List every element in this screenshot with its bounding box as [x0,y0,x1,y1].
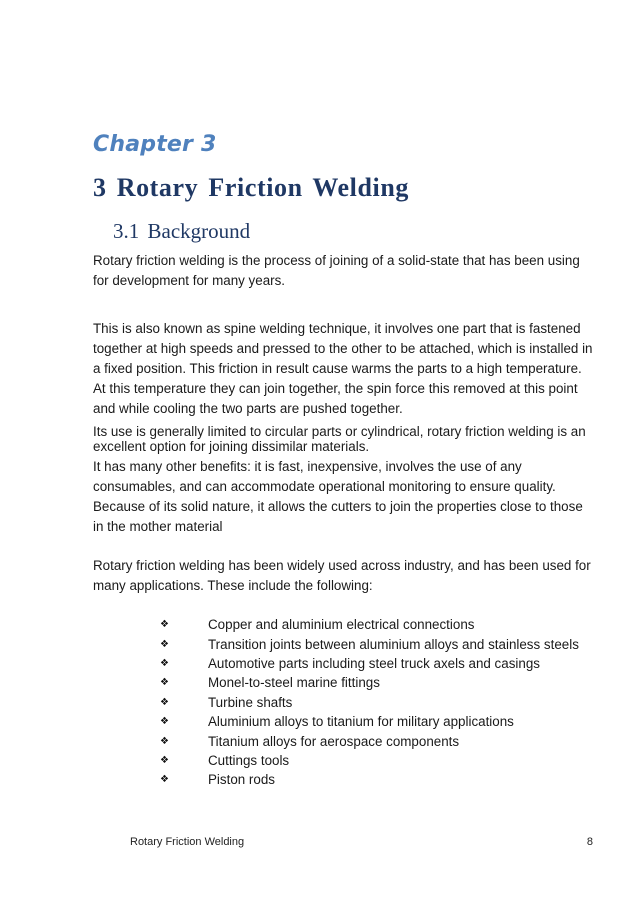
diamond-bullet-icon: ❖ [160,657,169,669]
diamond-bullet-icon: ❖ [160,716,169,728]
list-item-text: Turbine shafts [208,694,293,710]
diamond-bullet-icon: ❖ [160,696,169,708]
list-item [160,751,579,770]
paragraph-applications-intro: Rotary friction welding has been widely used across industry, and has been used for many applications. These include the following: [93,558,591,593]
footer-title: Rotary Friction Welding [130,836,245,848]
chapter-title: 3 Rotary Friction Welding [93,173,410,202]
list-item [160,673,579,692]
paragraph-benefits: It has many other benefits: it is fast, inexpensive, involves the use of any consumables, and can accommodate operational monitoring to ensure quality. Because of its solid nature, it allows the cutters to join the properties close to those in the mother material [93,459,583,534]
paragraph-technique: This is also known as spine welding technique, it involves one part that is fastened together at high speeds and pressed to the other to be attached, which is installed in a fixed position. This friction in result cause warms the parts to a high temperature. At this temperature they can join together, the spin force this removed at this point and while cooling the two parts are pushed together. [93,321,593,416]
diamond-bullet-icon: ❖ [160,774,169,786]
list-item-text: Monel-to-steel marine fittings [208,675,380,691]
diamond-bullet-icon: ❖ [160,754,169,766]
applications-list [160,615,579,790]
list-item [160,731,579,750]
list-item-text: Transition joints between aluminium alloys and stainless steels [208,636,579,652]
diamond-bullet-icon: ❖ [160,638,169,650]
list-item [160,634,579,653]
list-item-text: Copper and aluminium electrical connections [208,617,475,633]
diamond-bullet-icon: ❖ [160,735,169,747]
list-item [160,654,579,673]
list-item-text: Piston rods [208,772,275,788]
list-item [160,693,579,712]
list-item-text: Cuttings tools [208,752,290,768]
list-item-text: Automotive parts including steel truck axels and casings [208,655,540,671]
list-item [160,712,579,731]
page-number: 8 [586,836,593,848]
chapter-label: Chapter 3 [93,132,217,157]
section-title: 3.1 Background [113,219,251,243]
list-item [160,615,579,634]
paragraph-uses: Its use is generally limited to circular parts or cylindrical, rotary friction welding is an excellent option for joining dissimilar materials. [93,424,586,454]
list-item-text: Titanium alloys for aerospace components [208,733,460,749]
list-item-text: Aluminium alloys to titanium for military applications [208,714,514,730]
diamond-bullet-icon: ❖ [160,619,169,631]
diamond-bullet-icon: ❖ [160,677,169,689]
list-item [160,770,579,789]
paragraph-intro: Rotary friction welding is the process of joining of a solid-state that has been using for development for many years. [93,253,580,288]
